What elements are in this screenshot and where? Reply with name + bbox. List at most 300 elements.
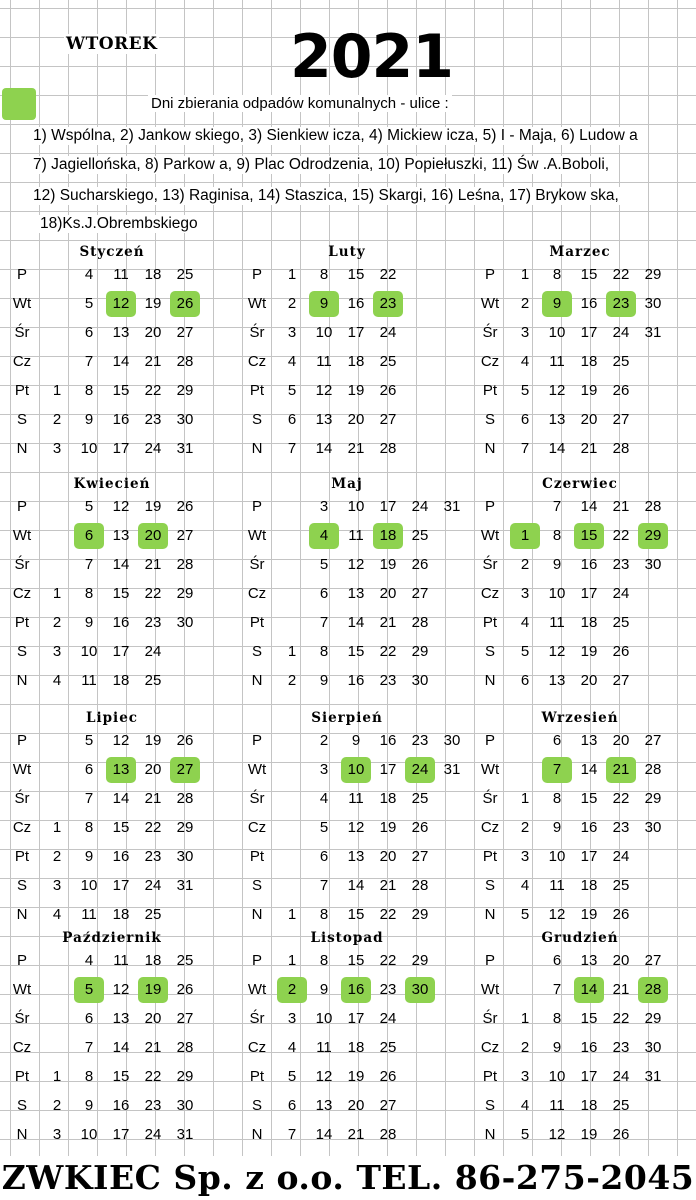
day-label: P xyxy=(251,732,262,749)
calendar-day: 20 xyxy=(580,672,598,689)
calendar-day: 2 xyxy=(52,1097,62,1114)
calendar-day: 10 xyxy=(548,585,566,602)
calendar-day: 24 xyxy=(411,498,429,515)
calendar-day: 19 xyxy=(144,498,162,515)
day-label: Śr xyxy=(14,324,30,341)
day-label: S xyxy=(251,643,262,660)
calendar-day: 16 xyxy=(112,614,130,631)
calendar-day: 1 xyxy=(52,585,62,602)
calendar-day: 7 xyxy=(84,1039,94,1056)
calendar-day: 18 xyxy=(112,672,130,689)
calendar-day: 21 xyxy=(379,877,397,894)
calendar-day: 28 xyxy=(176,353,194,370)
calendar-day: 3 xyxy=(287,1010,297,1027)
street-line: 7) Jagiellońska, 8) Parkow a, 9) Plac Odrodzenia, 10) Popiełuszki, 11) Św .A.Boboli, xyxy=(33,156,610,173)
day-label: Cz xyxy=(12,1039,32,1056)
calendar-day: 14 xyxy=(315,1126,333,1143)
calendar-day: 8 xyxy=(552,527,562,544)
calendar-day: 13 xyxy=(112,1010,130,1027)
calendar-day: 14 xyxy=(580,761,598,778)
calendar-day: 4 xyxy=(52,906,62,923)
calendar-day: 8 xyxy=(552,1010,562,1027)
calendar-day: 30 xyxy=(443,732,461,749)
calendar-day: 9 xyxy=(84,411,94,428)
calendar-day: 26 xyxy=(612,906,630,923)
calendar-day: 15 xyxy=(112,819,130,836)
collection-day: 30 xyxy=(405,977,435,1003)
day-label: Cz xyxy=(247,819,267,836)
calendar-day: 17 xyxy=(580,324,598,341)
calendar-day: 3 xyxy=(319,498,329,515)
calendar-day: 23 xyxy=(612,819,630,836)
calendar-day: 17 xyxy=(112,440,130,457)
calendar-day: 20 xyxy=(379,585,397,602)
calendar-day: 9 xyxy=(552,556,562,573)
day-label: S xyxy=(484,1097,495,1114)
calendar-day: 27 xyxy=(411,848,429,865)
calendar-day: 20 xyxy=(612,732,630,749)
day-label: S xyxy=(16,877,27,894)
day-label: P xyxy=(16,266,27,283)
day-label: Śr xyxy=(14,556,30,573)
footer-contact: ZWKIEC Sp. z o.o. TEL. 86-275-2045 xyxy=(0,1156,696,1200)
calendar-day: 3 xyxy=(520,1068,530,1085)
day-label: S xyxy=(16,643,27,660)
calendar-day: 29 xyxy=(644,790,662,807)
calendar-day: 17 xyxy=(112,1126,130,1143)
calendar-day: 11 xyxy=(549,877,565,894)
calendar-day: 16 xyxy=(347,672,365,689)
calendar-day: 19 xyxy=(580,906,598,923)
calendar-day: 23 xyxy=(379,672,397,689)
calendar-day: 27 xyxy=(644,952,662,969)
calendar-day: 11 xyxy=(316,353,332,370)
collection-day: 5 xyxy=(74,977,104,1003)
calendar-day: 10 xyxy=(315,1010,333,1027)
calendar-day: 9 xyxy=(351,732,361,749)
day-label: Śr xyxy=(482,556,498,573)
day-label: Śr xyxy=(14,1010,30,1027)
collection-day: 27 xyxy=(170,757,200,783)
calendar-day: 18 xyxy=(347,353,365,370)
calendar-day: 8 xyxy=(319,266,329,283)
calendar-day: 30 xyxy=(644,1039,662,1056)
calendar-day: 13 xyxy=(548,411,566,428)
calendar-day: 30 xyxy=(644,556,662,573)
calendar-day: 25 xyxy=(411,790,429,807)
calendar-day: 15 xyxy=(580,266,598,283)
calendar-day: 8 xyxy=(319,906,329,923)
street-line: 12) Sucharskiego, 13) Raginisa, 14) Staszica, 15) Skargi, 16) Leśna, 17) Brykow ska, xyxy=(33,187,619,204)
calendar-day: 10 xyxy=(315,324,333,341)
calendar-day: 8 xyxy=(84,1068,94,1085)
calendar-day: 18 xyxy=(144,952,162,969)
calendar-day: 21 xyxy=(144,790,162,807)
calendar-day: 26 xyxy=(612,1126,630,1143)
calendar-day: 23 xyxy=(144,848,162,865)
day-label: Pt xyxy=(249,382,265,399)
day-label: N xyxy=(484,440,496,457)
day-label: Wt xyxy=(247,981,267,998)
calendar-day: 1 xyxy=(52,382,62,399)
calendar-day: 13 xyxy=(347,848,365,865)
calendar-day: 29 xyxy=(411,643,429,660)
collection-day: 12 xyxy=(106,291,136,317)
calendar-day: 25 xyxy=(144,906,162,923)
month-title: Marzec xyxy=(549,244,611,260)
day-label: Cz xyxy=(12,819,32,836)
calendar-day: 25 xyxy=(144,672,162,689)
calendar-day: 19 xyxy=(379,819,397,836)
calendar-day: 29 xyxy=(176,382,194,399)
calendar-day: 28 xyxy=(379,440,397,457)
calendar-day: 25 xyxy=(176,266,194,283)
calendar-day: 15 xyxy=(112,585,130,602)
calendar-day: 13 xyxy=(580,952,598,969)
calendar-day: 10 xyxy=(548,324,566,341)
calendar-day: 22 xyxy=(612,790,630,807)
calendar-day: 10 xyxy=(80,1126,98,1143)
calendar-day: 6 xyxy=(520,411,530,428)
month-title: Listopad xyxy=(310,930,384,946)
calendar-day: 3 xyxy=(52,643,62,660)
calendar-day: 26 xyxy=(411,556,429,573)
collection-day: 13 xyxy=(106,757,136,783)
day-label: S xyxy=(484,877,495,894)
collection-day: 26 xyxy=(170,291,200,317)
calendar-day: 20 xyxy=(379,848,397,865)
calendar-day: 10 xyxy=(548,1068,566,1085)
calendar-day: 17 xyxy=(112,643,130,660)
calendar-day: 6 xyxy=(287,411,297,428)
calendar-day: 16 xyxy=(112,1097,130,1114)
calendar-day: 28 xyxy=(176,790,194,807)
calendar-day: 24 xyxy=(612,585,630,602)
collection-day: 1 xyxy=(510,523,540,549)
calendar-day: 25 xyxy=(379,1039,397,1056)
day-label: Pt xyxy=(482,382,498,399)
calendar-day: 31 xyxy=(644,1068,662,1085)
calendar-day: 18 xyxy=(112,906,130,923)
calendar-day: 7 xyxy=(319,877,329,894)
calendar-day: 28 xyxy=(411,877,429,894)
day-label: Cz xyxy=(247,585,267,602)
day-label: Pt xyxy=(14,382,30,399)
day-label: N xyxy=(16,1126,28,1143)
calendar-day: 15 xyxy=(347,952,365,969)
calendar-day: 12 xyxy=(548,1126,566,1143)
day-label: Pt xyxy=(14,1068,30,1085)
calendar-day: 30 xyxy=(176,614,194,631)
calendar-day: 14 xyxy=(580,498,598,515)
calendar-day: 4 xyxy=(520,614,530,631)
calendar-day: 1 xyxy=(520,790,530,807)
calendar-day: 19 xyxy=(580,1126,598,1143)
day-label: P xyxy=(251,498,262,515)
day-label: N xyxy=(484,1126,496,1143)
calendar-day: 17 xyxy=(112,877,130,894)
calendar-day: 5 xyxy=(319,556,329,573)
day-label: P xyxy=(484,952,495,969)
calendar-day: 14 xyxy=(112,790,130,807)
day-label: Cz xyxy=(480,819,500,836)
collection-day: 16 xyxy=(341,977,371,1003)
calendar-day: 13 xyxy=(580,732,598,749)
calendar-day: 4 xyxy=(520,877,530,894)
calendar-day: 27 xyxy=(411,585,429,602)
calendar-day: 1 xyxy=(520,266,530,283)
calendar-day: 25 xyxy=(612,1097,630,1114)
calendar-day: 16 xyxy=(580,556,598,573)
day-label: N xyxy=(484,672,496,689)
calendar-day: 8 xyxy=(84,382,94,399)
calendar-day: 14 xyxy=(347,614,365,631)
month-title: Grudzień xyxy=(541,930,619,946)
calendar-day: 6 xyxy=(84,761,94,778)
calendar-day: 24 xyxy=(612,848,630,865)
day-label: Śr xyxy=(249,790,265,807)
calendar-day: 8 xyxy=(319,952,329,969)
calendar-day: 30 xyxy=(176,1097,194,1114)
calendar-day: 10 xyxy=(347,498,365,515)
calendar-day: 11 xyxy=(316,1039,332,1056)
calendar-day: 18 xyxy=(580,614,598,631)
calendar-day: 18 xyxy=(580,353,598,370)
calendar-day: 6 xyxy=(520,672,530,689)
calendar-day: 3 xyxy=(520,324,530,341)
calendar-day: 30 xyxy=(644,295,662,312)
calendar-day: 15 xyxy=(580,1010,598,1027)
calendar-day: 11 xyxy=(81,672,97,689)
calendar-day: 10 xyxy=(80,877,98,894)
calendar-day: 16 xyxy=(580,1039,598,1056)
day-label: S xyxy=(16,411,27,428)
calendar-day: 7 xyxy=(552,981,562,998)
calendar-day: 31 xyxy=(644,324,662,341)
calendar-day: 28 xyxy=(411,614,429,631)
legend-swatch xyxy=(2,88,36,120)
collection-day: 7 xyxy=(542,757,572,783)
day-label: Cz xyxy=(12,585,32,602)
calendar-day: 5 xyxy=(287,1068,297,1085)
day-label: Cz xyxy=(480,353,500,370)
calendar-day: 1 xyxy=(287,952,297,969)
calendar-day: 15 xyxy=(112,382,130,399)
day-label: Wt xyxy=(247,527,267,544)
calendar-day: 18 xyxy=(379,790,397,807)
calendar-day: 20 xyxy=(612,952,630,969)
collection-day: 20 xyxy=(138,523,168,549)
calendar-day: 22 xyxy=(379,643,397,660)
calendar-day: 8 xyxy=(84,585,94,602)
calendar-day: 26 xyxy=(176,732,194,749)
calendar-day: 1 xyxy=(287,266,297,283)
month-title: Luty xyxy=(328,244,366,260)
collection-day: 14 xyxy=(574,977,604,1003)
calendar-day: 30 xyxy=(411,672,429,689)
day-label: Cz xyxy=(480,1039,500,1056)
calendar-day: 20 xyxy=(144,324,162,341)
day-label: Pt xyxy=(249,848,265,865)
calendar-day: 16 xyxy=(112,411,130,428)
day-label: S xyxy=(16,1097,27,1114)
calendar-day: 4 xyxy=(287,1039,297,1056)
calendar-day: 6 xyxy=(84,324,94,341)
calendar-day: 28 xyxy=(644,761,662,778)
calendar-day: 21 xyxy=(347,440,365,457)
calendar-day: 27 xyxy=(176,527,194,544)
calendar-day: 6 xyxy=(84,1010,94,1027)
day-label: Pt xyxy=(249,1068,265,1085)
calendar-day: 19 xyxy=(144,295,162,312)
calendar-day: 25 xyxy=(379,353,397,370)
calendar-day: 4 xyxy=(84,952,94,969)
calendar-day: 13 xyxy=(548,672,566,689)
month-title: Czerwiec xyxy=(542,476,618,492)
calendar-day: 5 xyxy=(520,643,530,660)
calendar-day: 9 xyxy=(319,981,329,998)
calendar-day: 24 xyxy=(144,440,162,457)
calendar-day: 12 xyxy=(315,382,333,399)
day-label: P xyxy=(16,498,27,515)
calendar-day: 2 xyxy=(520,1039,530,1056)
calendar-day: 21 xyxy=(612,981,630,998)
calendar-day: 7 xyxy=(552,498,562,515)
calendar-day: 11 xyxy=(549,353,565,370)
calendar-day: 4 xyxy=(84,266,94,283)
collection-day: 9 xyxy=(542,291,572,317)
calendar-day: 13 xyxy=(347,585,365,602)
calendar-day: 3 xyxy=(520,848,530,865)
calendar-day: 31 xyxy=(176,1126,194,1143)
day-label: N xyxy=(16,672,28,689)
calendar-day: 2 xyxy=(52,411,62,428)
calendar-day: 2 xyxy=(287,295,297,312)
collection-day: 15 xyxy=(574,523,604,549)
calendar-day: 24 xyxy=(612,324,630,341)
calendar-day: 11 xyxy=(113,952,129,969)
calendar-day: 21 xyxy=(144,353,162,370)
calendar-day: 14 xyxy=(112,1039,130,1056)
day-label: N xyxy=(484,906,496,923)
calendar-day: 7 xyxy=(84,790,94,807)
collection-day: 24 xyxy=(405,757,435,783)
day-label: N xyxy=(251,906,263,923)
calendar-day: 31 xyxy=(176,877,194,894)
calendar-day: 7 xyxy=(520,440,530,457)
calendar-day: 27 xyxy=(644,732,662,749)
day-label: Wt xyxy=(12,527,32,544)
weekday-title: WTOREK xyxy=(66,34,158,54)
calendar-day: 28 xyxy=(176,556,194,573)
calendar-day: 28 xyxy=(612,440,630,457)
calendar-day: 11 xyxy=(549,1097,565,1114)
calendar-day: 5 xyxy=(84,732,94,749)
calendar-day: 16 xyxy=(580,295,598,312)
calendar-day: 13 xyxy=(112,324,130,341)
calendar-day: 22 xyxy=(612,266,630,283)
calendar-day: 1 xyxy=(52,1068,62,1085)
calendar-day: 24 xyxy=(379,1010,397,1027)
calendar-day: 17 xyxy=(347,324,365,341)
year-title: 2021 xyxy=(290,22,453,92)
calendar-day: 15 xyxy=(347,266,365,283)
calendar-day: 14 xyxy=(112,353,130,370)
calendar-day: 5 xyxy=(287,382,297,399)
calendar-day: 9 xyxy=(84,1097,94,1114)
calendar-day: 17 xyxy=(347,1010,365,1027)
day-label: N xyxy=(251,440,263,457)
calendar-day: 29 xyxy=(411,952,429,969)
day-label: Wt xyxy=(12,295,32,312)
calendar-day: 9 xyxy=(84,614,94,631)
calendar-day: 23 xyxy=(144,411,162,428)
day-label: P xyxy=(251,266,262,283)
calendar-day: 12 xyxy=(315,1068,333,1085)
calendar-day: 9 xyxy=(319,672,329,689)
calendar-day: 26 xyxy=(379,382,397,399)
calendar-day: 5 xyxy=(84,498,94,515)
day-label: Wt xyxy=(480,761,500,778)
day-label: Cz xyxy=(12,353,32,370)
calendar-day: 18 xyxy=(580,877,598,894)
calendar-day: 22 xyxy=(144,382,162,399)
calendar-day: 17 xyxy=(379,761,397,778)
calendar-day: 26 xyxy=(612,643,630,660)
collection-day: 23 xyxy=(606,291,636,317)
calendar-day: 28 xyxy=(379,1126,397,1143)
calendar-day: 11 xyxy=(348,790,364,807)
calendar-day: 8 xyxy=(319,643,329,660)
collection-day: 4 xyxy=(309,523,339,549)
day-label: Śr xyxy=(482,1010,498,1027)
calendar-day: 26 xyxy=(411,819,429,836)
calendar-day: 2 xyxy=(52,614,62,631)
calendar-day: 2 xyxy=(319,732,329,749)
day-label: Śr xyxy=(482,324,498,341)
calendar-day: 15 xyxy=(347,643,365,660)
day-label: Wt xyxy=(12,981,32,998)
calendar-day: 7 xyxy=(287,440,297,457)
month-title: Październik xyxy=(62,930,162,946)
calendar-day: 19 xyxy=(347,1068,365,1085)
calendar-day: 19 xyxy=(580,643,598,660)
calendar-day: 24 xyxy=(379,324,397,341)
calendar-day: 12 xyxy=(548,643,566,660)
calendar-day: 8 xyxy=(84,819,94,836)
calendar-day: 4 xyxy=(520,1097,530,1114)
day-label: Śr xyxy=(249,556,265,573)
calendar-day: 11 xyxy=(113,266,129,283)
calendar-day: 29 xyxy=(644,1010,662,1027)
calendar-day: 29 xyxy=(176,585,194,602)
month-title: Sierpień xyxy=(311,710,383,726)
calendar-day: 14 xyxy=(548,440,566,457)
calendar-day: 10 xyxy=(80,440,98,457)
calendar-day: 27 xyxy=(176,1010,194,1027)
calendar-day: 19 xyxy=(144,732,162,749)
day-label: Pt xyxy=(14,614,30,631)
calendar-day: 4 xyxy=(319,790,329,807)
collection-day: 19 xyxy=(138,977,168,1003)
calendar-day: 2 xyxy=(520,556,530,573)
calendar-day: 12 xyxy=(347,819,365,836)
calendar-day: 10 xyxy=(80,643,98,660)
day-label: Wt xyxy=(480,295,500,312)
calendar-day: 30 xyxy=(176,848,194,865)
calendar-day: 23 xyxy=(612,556,630,573)
calendar-day: 7 xyxy=(287,1126,297,1143)
